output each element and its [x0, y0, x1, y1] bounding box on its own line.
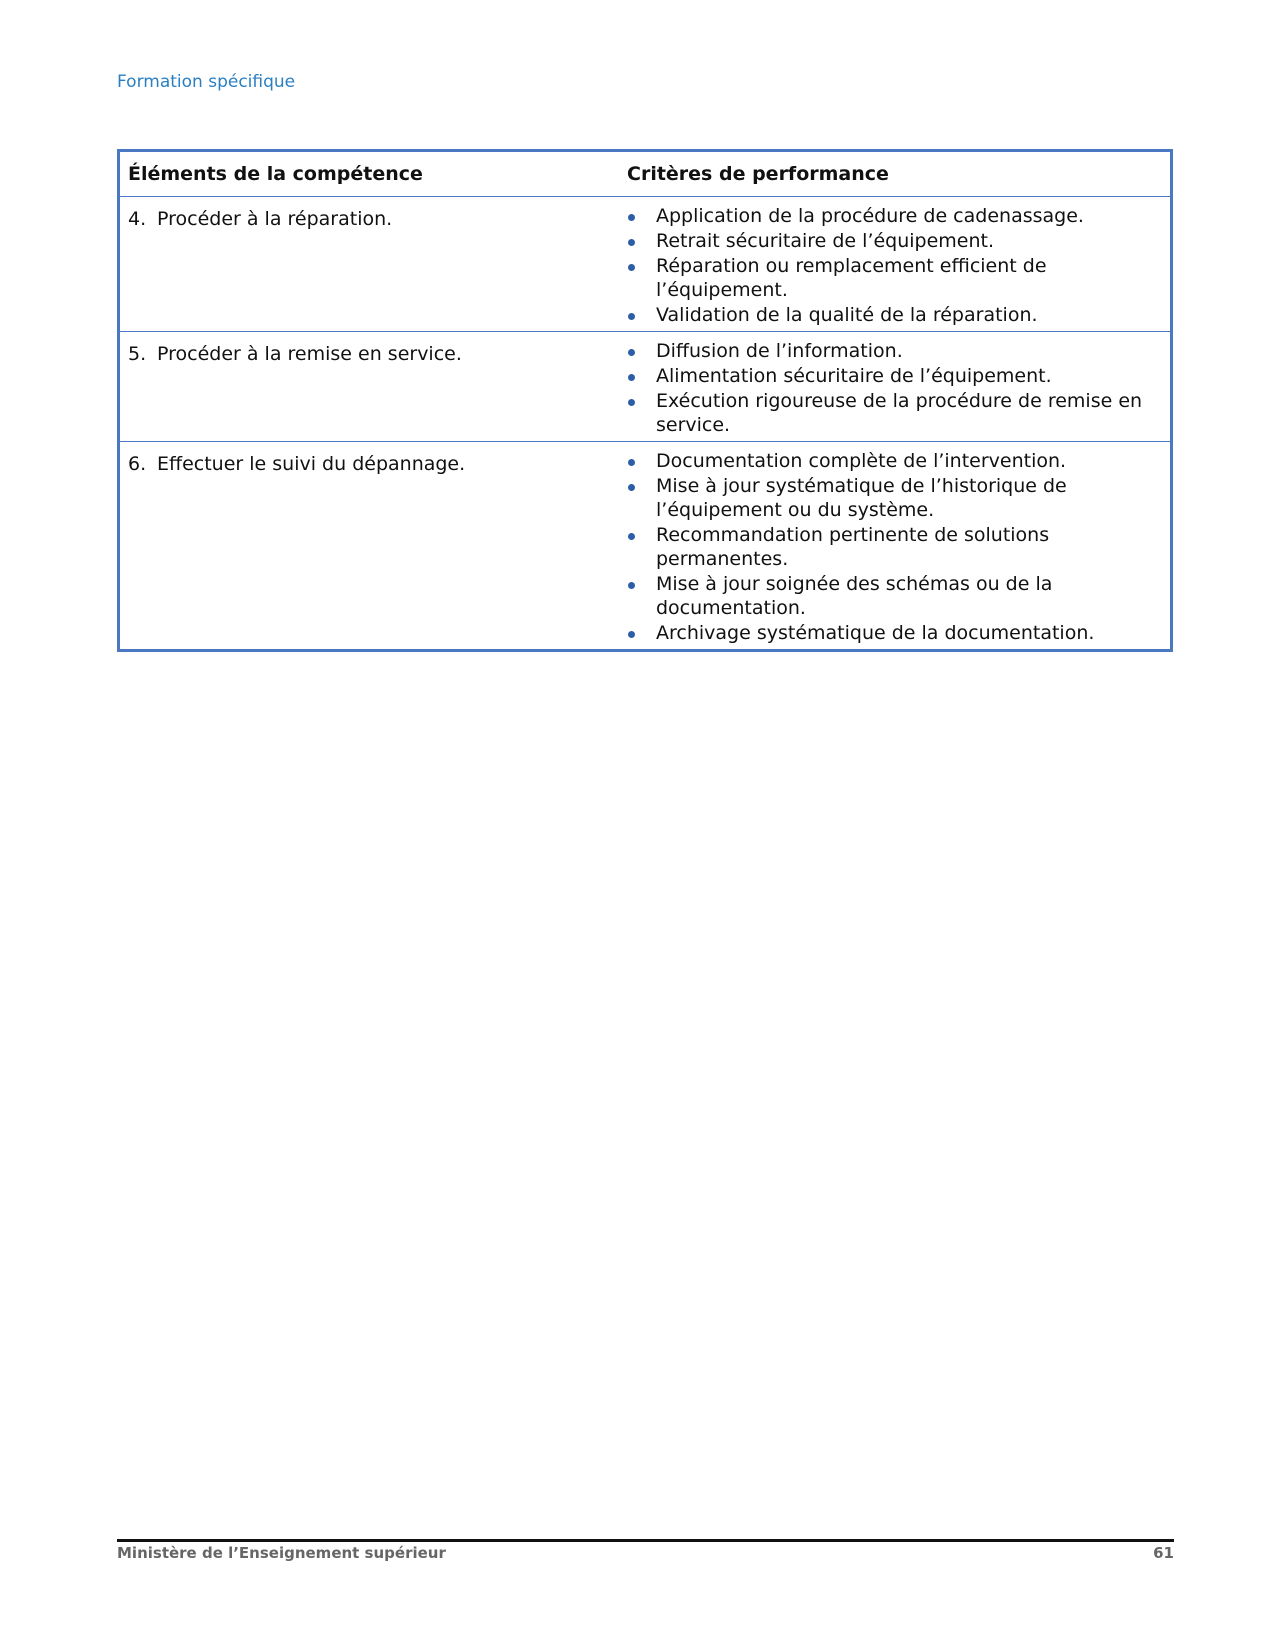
criteria-cell	[619, 442, 1172, 651]
element-number: 6.	[128, 453, 147, 475]
column-header-elements: Éléments de la compétence	[119, 151, 620, 197]
competence-table	[117, 149, 1173, 652]
criteria-list	[627, 449, 1162, 645]
element-text: Procéder à la réparation.	[157, 208, 393, 230]
criteria-item	[627, 303, 1162, 327]
criteria-cell	[619, 332, 1172, 442]
bullet-icon	[628, 264, 635, 271]
criteria-text: Archivage systématique de la documentation.	[656, 622, 1095, 644]
criteria-text: Exécution rigoureuse de la procédure de remise en service.	[656, 390, 1143, 436]
bullet-icon	[628, 374, 635, 381]
criteria-item	[627, 523, 1162, 571]
bullet-icon	[628, 582, 635, 589]
criteria-item	[627, 449, 1162, 473]
bullet-icon	[628, 349, 635, 356]
criteria-text: Recommandation pertinente de solutions permanentes.	[656, 524, 1050, 570]
page-number: 61	[1153, 1544, 1174, 1562]
element-cell	[119, 442, 620, 651]
table-row	[119, 442, 1172, 651]
criteria-item	[627, 339, 1162, 363]
criteria-text: Retrait sécuritaire de l’équipement.	[656, 230, 995, 252]
criteria-item	[627, 572, 1162, 620]
element-number: 5.	[128, 343, 147, 365]
criteria-text: Validation de la qualité de la réparation.	[656, 304, 1038, 326]
criteria-cell	[619, 197, 1172, 332]
footer-publisher: Ministère de l’Enseignement supérieur	[117, 1544, 446, 1562]
table-row	[119, 332, 1172, 442]
criteria-text: Mise à jour systématique de l’historique de l’équipement ou du système.	[656, 475, 1067, 521]
criteria-text: Documentation complète de l’intervention.	[656, 450, 1067, 472]
criteria-text: Réparation ou remplacement efficient de l’équipement.	[656, 255, 1047, 301]
bullet-icon	[628, 399, 635, 406]
bullet-icon	[628, 214, 635, 221]
criteria-item	[627, 364, 1162, 388]
element-cell	[119, 332, 620, 442]
bullet-icon	[628, 459, 635, 466]
criteria-item	[627, 204, 1162, 228]
criteria-text: Diffusion de l’information.	[656, 340, 903, 362]
element-number: 4.	[128, 208, 147, 230]
criteria-list	[627, 204, 1162, 327]
criteria-item	[627, 621, 1162, 645]
criteria-text: Alimentation sécuritaire de l’équipement.	[656, 365, 1052, 387]
element-text: Procéder à la remise en service.	[157, 343, 462, 365]
table-header-row	[119, 151, 1172, 197]
footer-divider	[117, 1539, 1174, 1542]
column-header-criteria: Critères de performance	[619, 151, 1172, 197]
bullet-icon	[628, 313, 635, 320]
criteria-text: Application de la procédure de cadenassage.	[656, 205, 1084, 227]
element-text: Effectuer le suivi du dépannage.	[157, 453, 466, 475]
bullet-icon	[628, 239, 635, 246]
bullet-icon	[628, 631, 635, 638]
page-header-title: Formation spécifique	[117, 72, 296, 92]
bullet-icon	[628, 533, 635, 540]
table-row	[119, 197, 1172, 332]
criteria-item	[627, 254, 1162, 302]
criteria-item	[627, 474, 1162, 522]
element-cell	[119, 197, 620, 332]
bullet-icon	[628, 484, 635, 491]
criteria-item	[627, 389, 1162, 437]
criteria-text: Mise à jour soignée des schémas ou de la documentation.	[656, 573, 1053, 619]
criteria-item	[627, 229, 1162, 253]
criteria-list	[627, 339, 1162, 437]
